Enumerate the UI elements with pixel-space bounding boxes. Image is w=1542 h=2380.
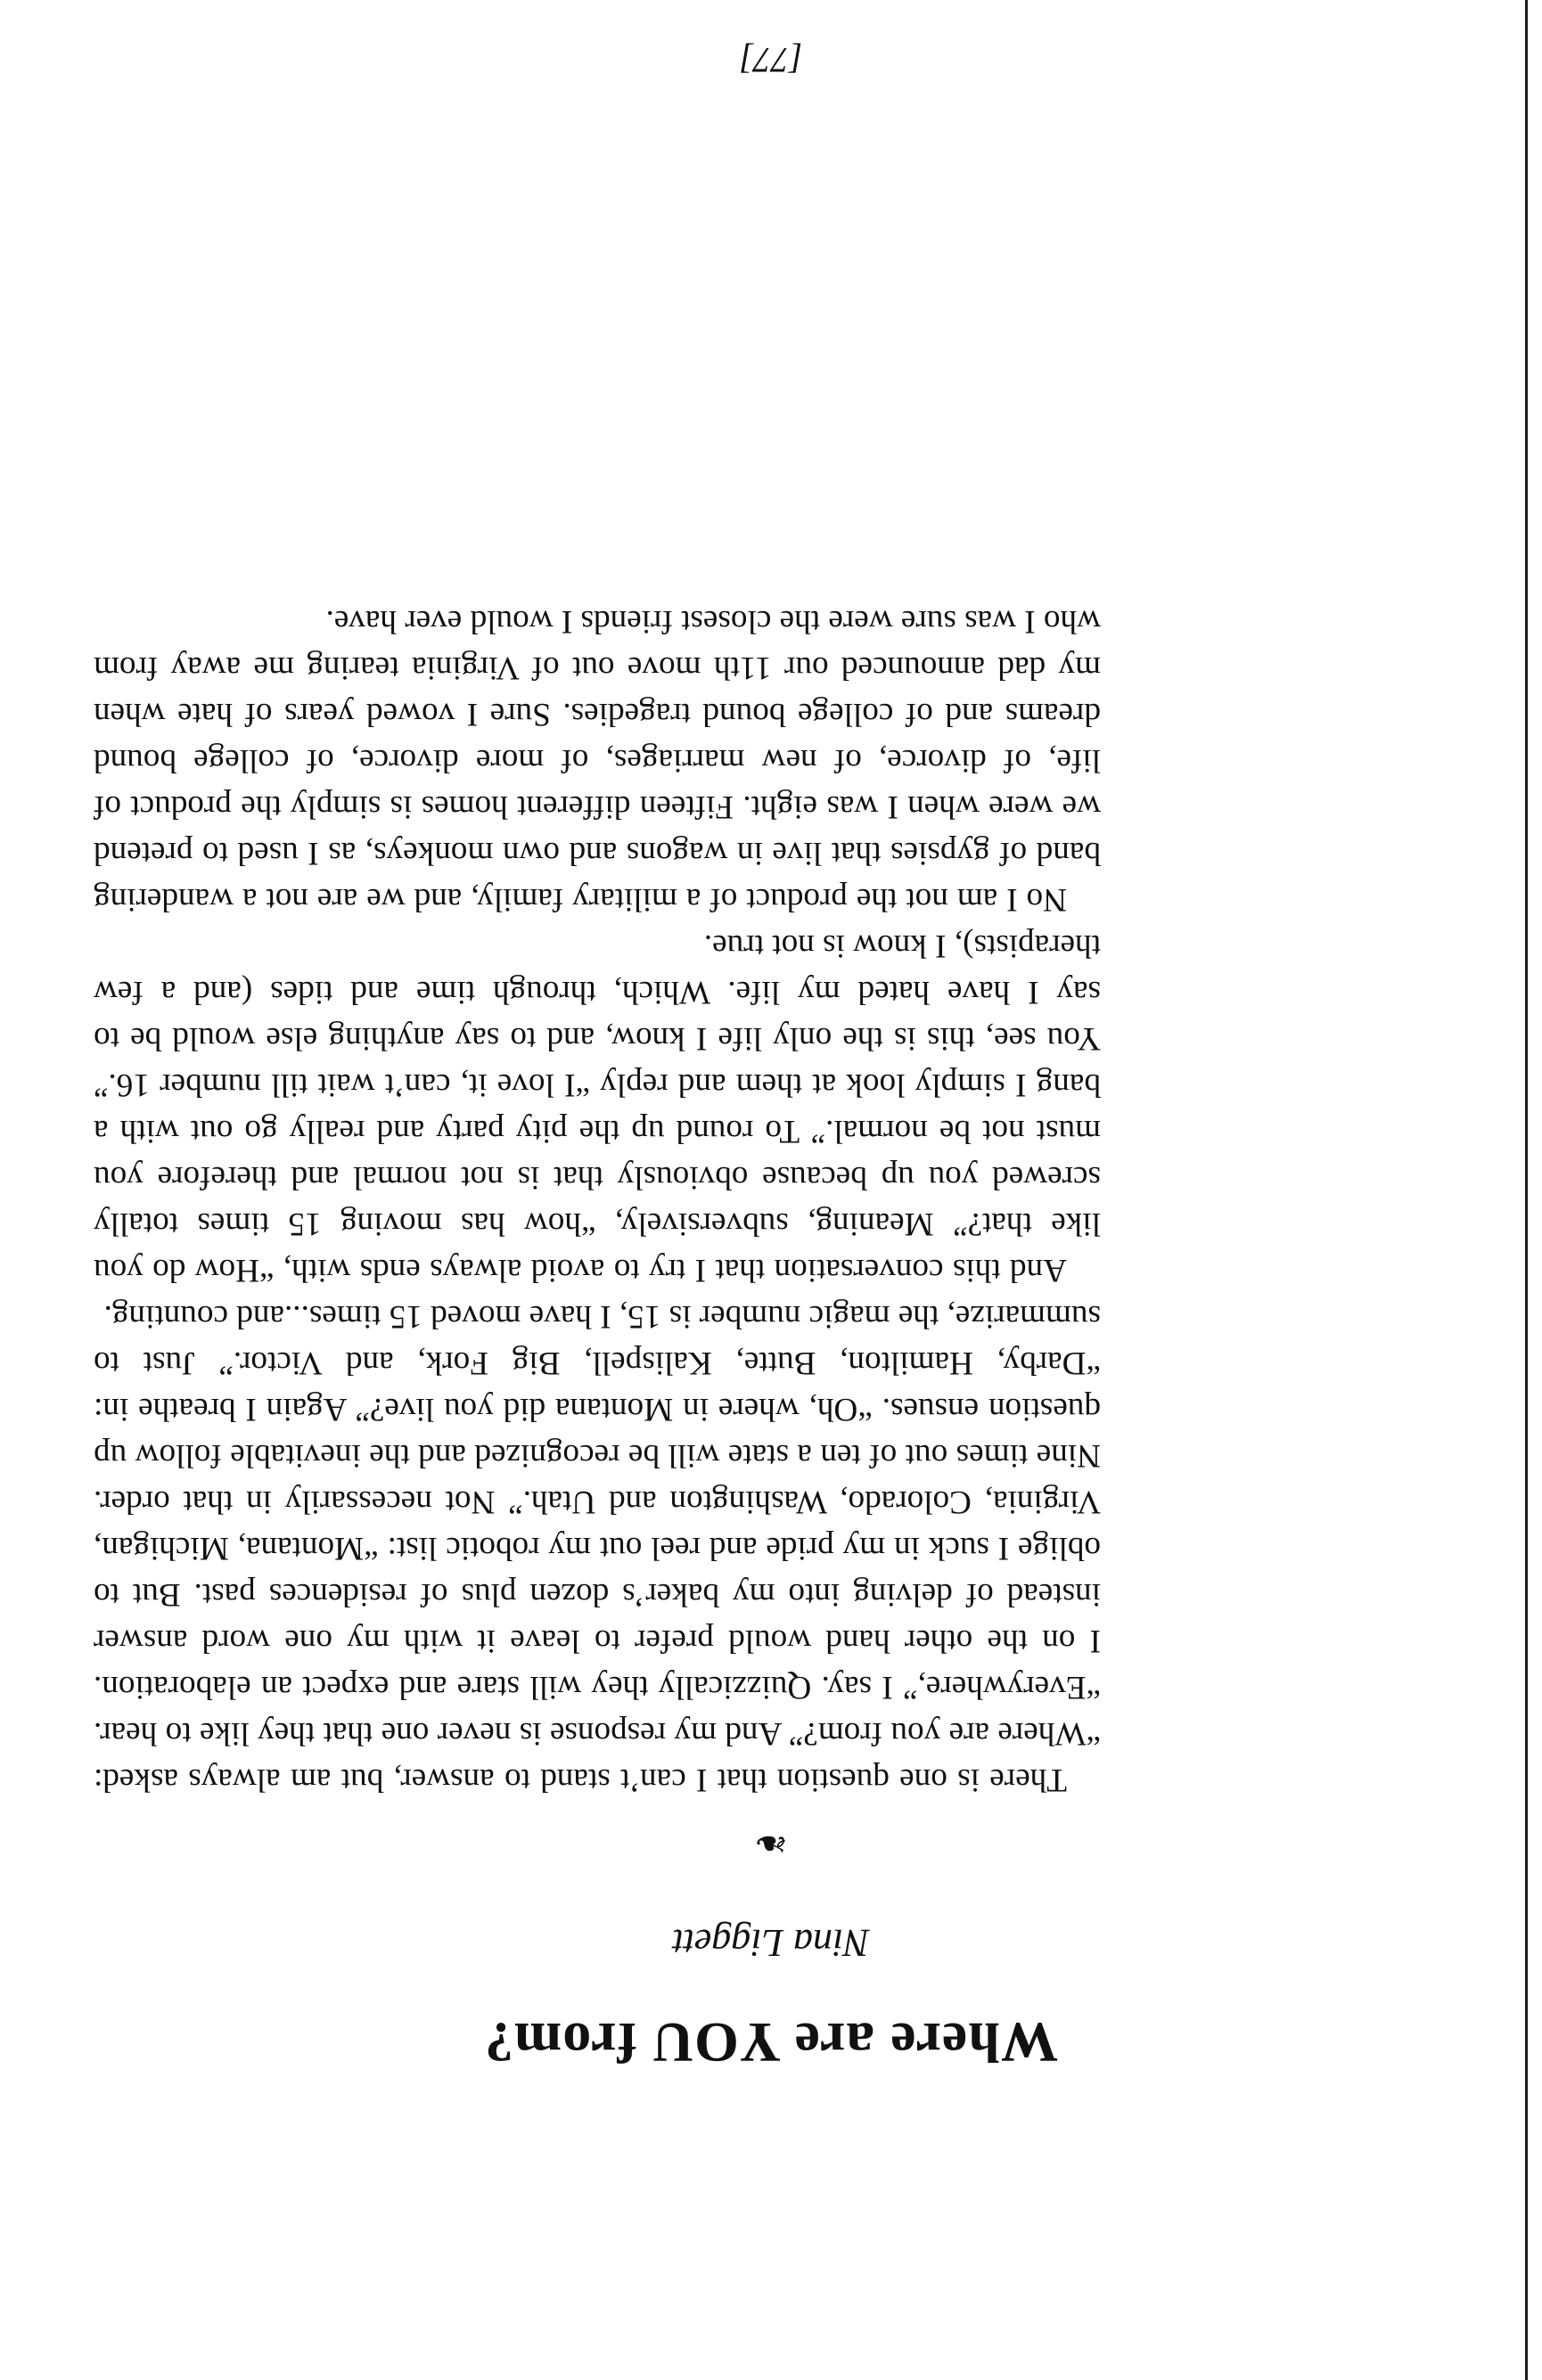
fleuron-ornament-icon: ❧ <box>753 1820 789 1866</box>
paragraph-1: There is one question that I can’t stand to answer, but am always asked: “Where are you from?” And my response is never one that they like to hear. “Everywhere,” I say. Quizzically they will stare and expect an elaboration. I on the other hand would prefer to leave it with my one word answer instead of delving into my baker’s dozen plus of residences past. But to oblige I suck in my pride and reel out my robotic list: “Montana, Michigan, Virginia, Colorado, Washington and Utah.” Not necessarily in that order. Nine times out of ten a state will be recognized and the inevitable follow up question ensues. “Oh, where in Montana did you live?” Again I breathe in: “Darby, Hamilton, Butte, Kalispell, Big Fork, and Victor.” Just to summarize, the magic number is 15, I have moved 15 times...and counting. <box>94 1298 1101 1798</box>
page-title: Where are YOU from? <box>483 2011 1059 2074</box>
paragraph-2: And this conversation that I try to avoid always ends with, “How do you like that?” Meaning, subversively, “how has moving 15 times totally screwed you up because obviously that is not normal and therefore you must not be normal.” To round up the pity party and really go out with a bang I simply look at them and reply “I love it, can’t wait till number 16.” You see, this is the only life I know, and to say anything else would be to say I have hated my life. Which, through time and tides (and a few therapists), I know is not true. <box>94 928 1101 1288</box>
author-name: Nina Liggett <box>672 1921 870 1965</box>
paragraph-3: No I am not the product of a military family, and we are not a wandering band of gypsies that live in wagons and own monkeys, as I used to pretend we were when I was eight. Fifteen different homes is simply the product of life, of divorce, of new marriages, of more divorce, of college bound dreams and of college bound tragedies. Sure I vowed years of hate when my dad announced our 11th move out of Virginia tearing me away from who I was sure were the closest friends I would ever have. <box>94 603 1101 918</box>
essay-body <box>94 598 1101 1803</box>
page-number: [77] <box>739 40 803 80</box>
